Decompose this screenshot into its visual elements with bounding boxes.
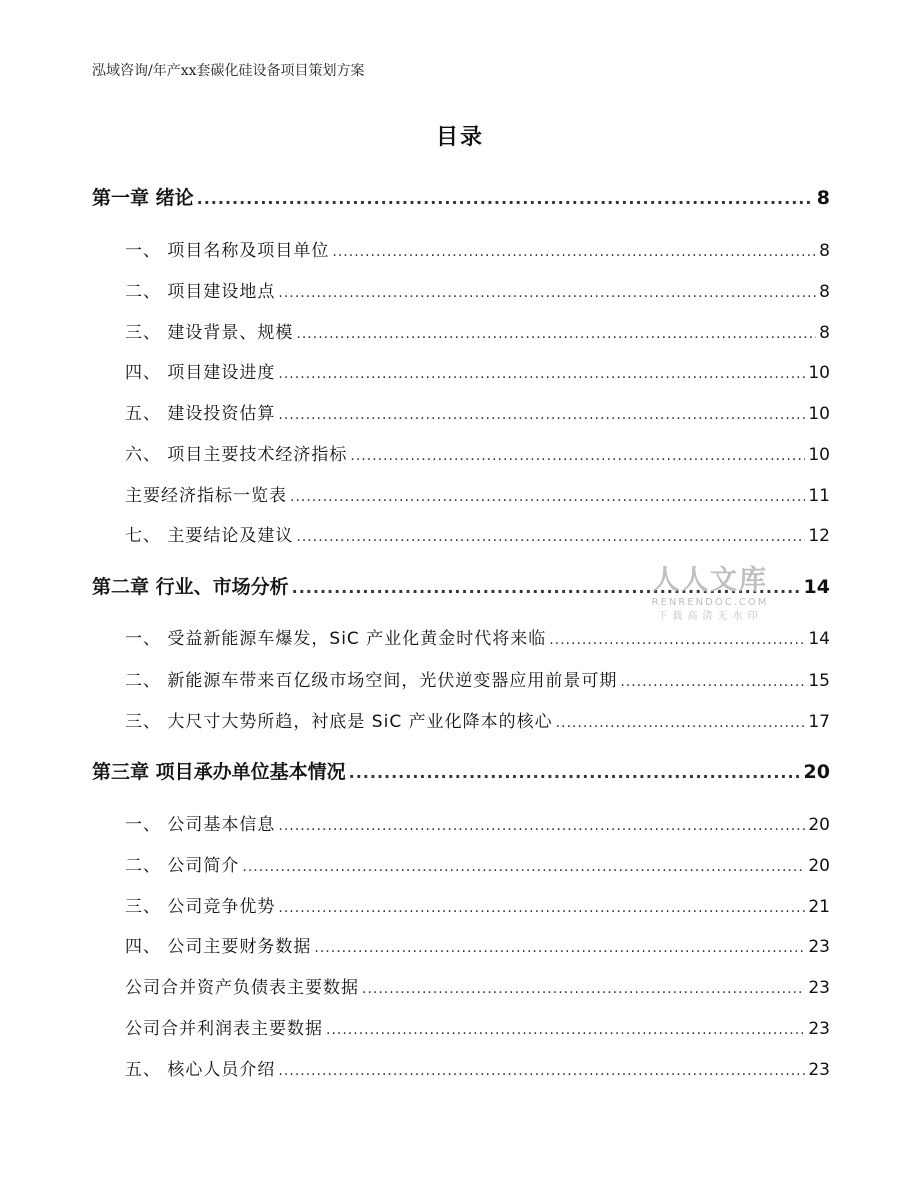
toc-entry-label: 一、 项目名称及项目单位 [125,241,330,261]
leader-dots [278,366,805,382]
toc-entry-label: 主要经济指标一览表 [125,486,287,506]
toc-entry[interactable] [125,707,830,732]
toc-entry-label: 四、 公司主要财务数据 [125,937,312,957]
toc-entry-page: 10 [808,445,830,465]
toc-entry-page: 21 [808,897,830,917]
toc-entry-page: 23 [808,978,830,998]
toc-entry[interactable] [125,358,830,383]
toc-entry-label: 一、 受益新能源车爆发，SiC 产业化黄金时代将来临 [125,629,547,649]
toc-entry-label: 二、 公司简介 [125,856,240,876]
toc-entry-page: 20 [808,856,830,876]
toc-entry-page: 8 [819,323,830,343]
toc-entry-page: 8 [819,241,830,261]
toc-entry-label: 四、 项目建设进度 [125,363,276,383]
toc-entry-page: 20 [808,815,830,835]
toc-entry[interactable] [125,624,830,649]
leader-dots [350,448,805,464]
leader-dots [549,632,805,648]
toc-entry-page: 15 [808,671,830,691]
toc-entry[interactable] [125,318,830,343]
toc-entry-label: 三、 公司竞争优势 [125,897,276,917]
watermark-url: RENRENDOC.COM [651,597,769,608]
leader-dots [290,489,805,505]
toc-entry-label: 一、 公司基本信息 [125,815,276,835]
toc-entry-label: 三、 大尺寸大势所趋，衬底是 SiC 产业化降本的核心 [125,712,553,732]
toc-entry[interactable] [125,1055,830,1080]
leader-dots [326,1022,805,1038]
toc-entry-page: 23 [808,1019,830,1039]
leader-dots [349,763,801,782]
toc-entry-page: 23 [808,1060,830,1080]
toc-title: 目录 [435,125,484,150]
toc-entry-chapter-1[interactable] [92,183,830,210]
leader-dots [278,1063,805,1079]
toc-entry-label: 第一章 绪论 [92,187,194,209]
toc-entry-page: 8 [819,282,830,302]
toc-entry[interactable] [125,810,830,835]
toc-entry-label: 公司合并资产负债表主要数据 [125,978,359,998]
toc-entry[interactable] [125,236,830,261]
leader-dots [620,674,805,690]
leader-dots [278,285,816,301]
toc-entry-page: 20 [803,761,830,783]
toc-entry-label: 七、 主要结论及建议 [125,526,294,546]
toc-entry-page: 11 [808,486,830,506]
toc-entry[interactable] [125,440,830,465]
toc-entry-chapter-3[interactable] [92,757,830,784]
leader-dots [296,326,816,342]
leader-dots [278,900,805,916]
toc-entry[interactable] [125,973,830,998]
toc-entry-label: 五、 建设投资估算 [125,404,276,424]
leader-dots [278,818,805,834]
leader-dots [242,859,805,875]
toc-entry-label: 六、 项目主要技术经济指标 [125,445,348,465]
toc-entry-page: 23 [808,937,830,957]
toc-entry-label: 第三章 项目承办单位基本情况 [92,761,346,783]
toc-entry-label: 五、 核心人员介绍 [125,1060,276,1080]
leader-dots [314,940,805,956]
toc-entry-page: 10 [808,404,830,424]
toc-entry[interactable] [125,666,830,691]
leader-dots [362,981,805,997]
leader-dots [296,529,805,545]
toc-entry[interactable] [125,892,830,917]
toc-entry[interactable] [125,932,830,957]
toc-entry-page: 8 [816,187,830,209]
toc-entry-label: 二、 项目建设地点 [125,282,276,302]
toc-entry[interactable] [125,277,830,302]
watermark [645,566,775,624]
toc-entry[interactable] [125,481,830,506]
toc-entry-page: 12 [808,526,830,546]
toc-entry[interactable] [125,1014,830,1039]
toc-entry-page: 14 [803,576,830,598]
watermark-main: 人人文库 [652,565,768,596]
leader-dots [556,715,806,731]
watermark-sub: 下载高清无水印 [657,611,763,622]
leader-dots [197,189,814,208]
toc-entry-page: 14 [808,629,830,649]
toc-entry-page: 17 [808,712,830,732]
toc-entry-label: 三、 建设背景、规模 [125,323,294,343]
toc-entry[interactable] [125,851,830,876]
toc-entry[interactable] [125,521,830,546]
toc-entry-label: 二、 新能源车带来百亿级市场空间，光伏逆变器应用前景可期 [125,671,618,691]
toc-entry-label: 公司合并利润表主要数据 [125,1019,323,1039]
toc-entry-page: 10 [808,363,830,383]
leader-dots [278,407,805,423]
document-header: 泓域咨询/年产xx套碳化硅设备项目策划方案 [92,63,365,79]
toc-entry[interactable] [125,399,830,424]
leader-dots [332,244,816,260]
toc-entry-label: 第二章 行业、市场分析 [92,576,289,598]
